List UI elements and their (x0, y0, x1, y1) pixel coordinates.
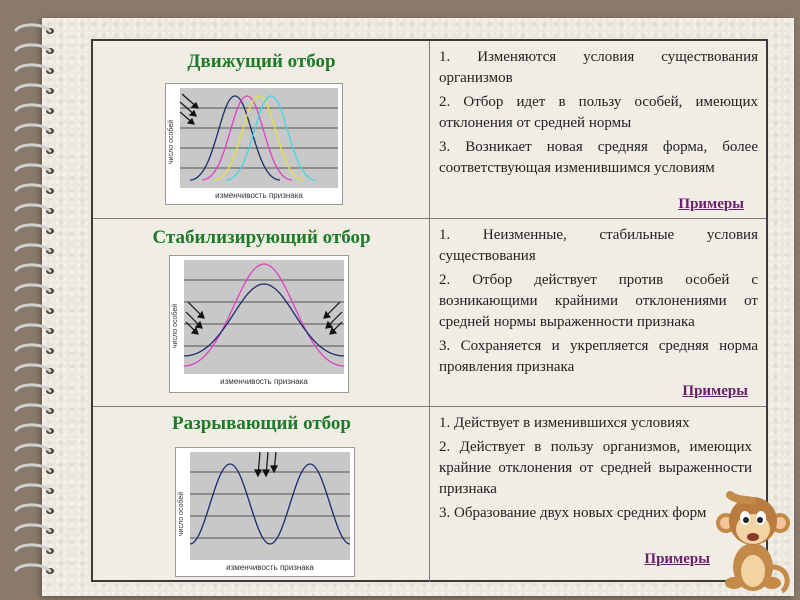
spiral-ring (16, 205, 50, 211)
spiral-ring (16, 305, 50, 311)
spiral-ring (16, 185, 50, 191)
x-axis-label: изменчивость признака (226, 563, 314, 572)
row-stabilizing-right (430, 219, 766, 406)
spiral-ring (16, 105, 50, 111)
row-directional-left (93, 41, 430, 218)
spiral-ring (16, 125, 50, 131)
spiral-ring (16, 425, 50, 431)
spiral-binding (10, 22, 60, 582)
x-axis-label: изменчивость признака (220, 377, 308, 386)
spiral-ring (16, 85, 50, 91)
spiral-ring (16, 285, 50, 291)
graph-stabilizing-curves (184, 260, 344, 374)
directional-item-1: 1. Изменяются условия существования организмов (439, 49, 758, 86)
spiral-ring (16, 325, 50, 331)
spiral-ring (16, 65, 50, 71)
row-directional (93, 41, 766, 219)
row-stabilizing-left (93, 219, 430, 406)
directional-item-2: 2. Отбор идет в пользу особей, имеющих отклонения от средней нормы (439, 94, 758, 131)
graph-directional-curves (180, 88, 338, 188)
stabilizing-item-3: 3. Сохраняется и укрепляется средняя норма проявления признака (439, 338, 758, 375)
examples-link-disruptive[interactable]: Примеры (644, 551, 710, 567)
spiral-ring (16, 405, 50, 411)
row-stabilizing (93, 219, 766, 407)
stabilizing-item-1: 1. Неизменные, стабильные условия существования (439, 227, 758, 264)
spiral-ring (16, 165, 50, 171)
y-axis-label: число особей (178, 491, 185, 536)
y-axis-label: число особей (168, 119, 175, 164)
spiral-ring (16, 45, 50, 51)
disruptive-item-2: 2. Действует в пользу организмов, имеющих крайние отклонения от средней выраженности признака (439, 439, 752, 497)
stabilizing-item-2: 2. Отбор действует против особей с возникающими крайними отклонениями от средней нормы выраженности признака (439, 272, 758, 330)
disruptive-item-3: 3. Образование двух новых средних форм (439, 505, 707, 521)
examples-link-stabilizing[interactable]: Примеры (682, 383, 748, 399)
spiral-ring (16, 265, 50, 271)
spiral-ring (16, 525, 50, 531)
spiral-ring (16, 365, 50, 371)
spiral-ring (16, 545, 50, 551)
spiral-ring (16, 385, 50, 391)
title-stabilizing: Стабилизирующий отбор (152, 227, 371, 248)
graph-disruptive (175, 447, 355, 577)
spiral-ring (16, 505, 50, 511)
title-directional: Движущий отбор (187, 51, 336, 72)
spiral-ring (16, 145, 50, 151)
spiral-ring (16, 25, 50, 31)
row-disruptive-left (93, 407, 430, 582)
graph-disruptive-curves (190, 452, 350, 560)
row-disruptive (93, 407, 766, 582)
monkey-mascot (712, 487, 794, 595)
graph-directional (165, 83, 343, 205)
spiral-ring (16, 245, 50, 251)
spiral-ring (16, 345, 50, 351)
directional-item-3: 3. Возникает новая средняя форма, более соответствующая изменившимся условиям (439, 139, 758, 176)
row-directional-right (430, 41, 766, 218)
x-axis-label: изменчивость признака (215, 191, 303, 200)
selection-table (91, 39, 768, 582)
spiral-ring (16, 445, 50, 451)
spiral-ring (16, 465, 50, 471)
spiral-ring (16, 225, 50, 231)
graph-stabilizing (169, 255, 349, 393)
disruptive-item-1: 1. Действует в изменившихся условиях (439, 415, 690, 431)
spiral-ring (16, 565, 50, 571)
spiral-ring (16, 485, 50, 491)
title-disruptive: Разрывающий отбор (171, 413, 351, 434)
examples-link-directional[interactable]: Примеры (678, 196, 744, 212)
y-axis-label: число особей (172, 303, 179, 348)
